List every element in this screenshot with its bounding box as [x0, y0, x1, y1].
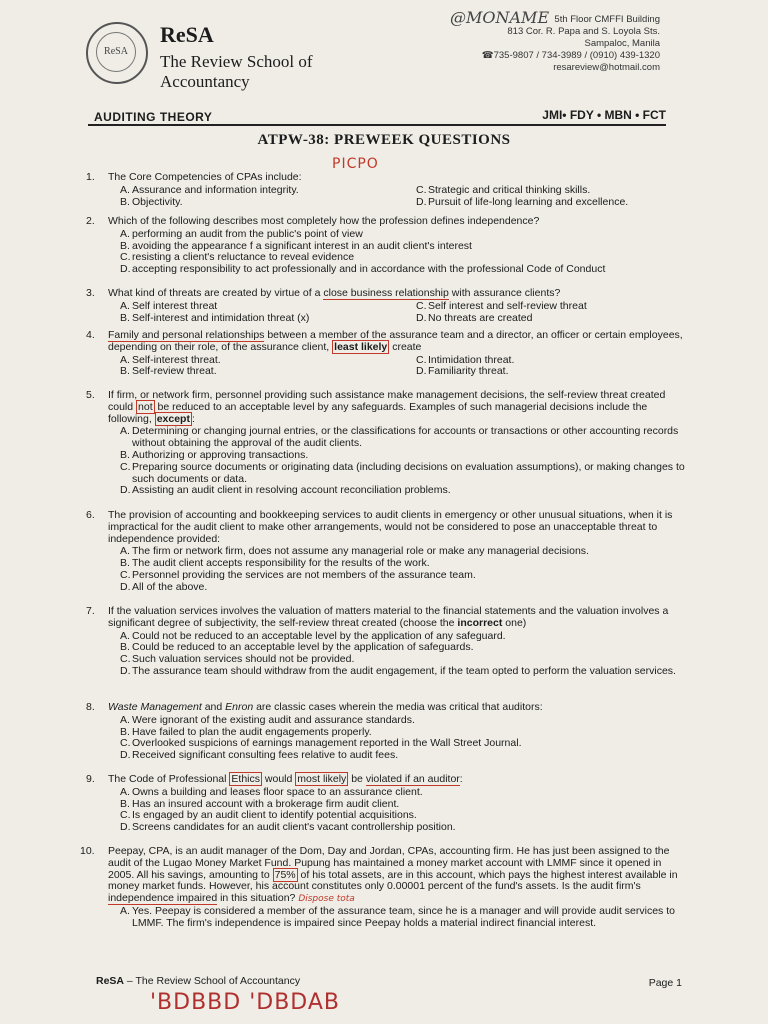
question-stem: If the valuation services involves the valuation of matters material to the financial statements and the valuation involves a significant degree of subjectivity, the self-review threat created (choose the incorrect one) [108, 605, 669, 629]
page-title: ATPW-38: PREWEEK QUESTIONS [257, 132, 511, 148]
resa-seal-logo [86, 22, 148, 84]
author-initials: JMI• FDY • MBN • FCT [542, 108, 666, 122]
option: D. The assurance team should withdraw from the audit engagement, if the team opted to perform the valuation services. [120, 664, 676, 677]
bold-word: incorrect [457, 616, 503, 629]
question-number: 8. [86, 701, 95, 713]
option: D. Received significant consulting fees relative to audit fees. [120, 749, 399, 762]
underlined-phrase: close business relationship [323, 287, 449, 299]
seal-text: ReSA [96, 32, 136, 72]
boxed-phrase: Ethics [231, 773, 260, 785]
option: D. No threats are created [416, 311, 533, 324]
boxed-phrase: not [138, 400, 153, 413]
question-stem: What kind of threats are created by virtue of a close business relationship with assurance clients? [108, 287, 561, 299]
question-2 [86, 215, 688, 276]
phone-icon: ☎ [481, 50, 494, 61]
brand-name: The Review School of Accountancy [160, 52, 313, 91]
question-number: 2. [86, 215, 95, 227]
handwritten-handle: @MONAME [450, 8, 550, 27]
option: C. Self interest and self-review threat [416, 299, 587, 312]
address-line [482, 50, 660, 62]
underlined-phrase: violated if an auditor [365, 773, 460, 785]
option: A. Self-interest threat. [120, 353, 221, 366]
question-stem: Peepay, CPA, is an audit manager of the Dom, Day and Jordan, CPAs, accounting firm. He has just been assigned to the audit of the Lugao Money Market Fund. Pupung has maintained a money market account with LMMF since it opened in 2005. All his savings, amounting to 75% of his total assets, are in this account, which pays the highest interest available in money market funds. However, his account constitutes only 0.00001 percent of the fund's assets. Is the audit firm's independence impaired in this situation? Dispose tota [108, 845, 678, 905]
option: A. performing an audit from the public's point of view [120, 227, 363, 240]
option: C. Such valuation services should not be provided. [120, 653, 355, 666]
option: A. Could not be reduced to an acceptable level by the application of any safeguard. [120, 629, 506, 642]
question-number: 9. [86, 773, 95, 785]
option: D. All of the above. [120, 580, 208, 593]
page-number: Page 1 [648, 977, 682, 989]
option: B. avoiding the appearance f a significant interest in an audit client's interest [120, 239, 472, 252]
option: D. Familiarity threat. [416, 365, 509, 378]
handwritten-answers: 'BDBBD 'DBDAB [150, 990, 340, 1015]
question-stem: Family and personal relationships between a member of the assurance team and a director, an officer or certain employees, depending on their role, of the assurance client, least likely create [108, 329, 683, 353]
brand-block [160, 22, 350, 92]
option: C. Preparing source documents or originating data (including decisions on evaluation assumptions), or making changes to such documents or data. [120, 460, 685, 485]
question-number: 10. [80, 845, 95, 857]
address-block [482, 14, 660, 74]
footer-brand: ReSA – The Review School of Accountancy [96, 975, 301, 987]
question-1 [86, 171, 688, 208]
question-number: 3. [86, 287, 95, 299]
option: B. Objectivity. [120, 195, 183, 208]
option: A. Were ignorant of the existing audit and assurance standards. [120, 713, 415, 726]
question-stem: Which of the following describes most completely how the profession defines independence? [108, 215, 540, 227]
address-line: 5th Floor CMFFI Building [554, 14, 660, 25]
option: A. Owns a building and leases floor space to an assurance client. [120, 785, 423, 798]
question-4 [86, 329, 688, 378]
option: D. Screens candidates for an audit client's vacant controllership position. [120, 821, 456, 834]
boxed-phrase: most likely [297, 773, 347, 785]
option: C. Strategic and critical thinking skills. [416, 183, 591, 196]
option: C. Personnel providing the services are not members of the assurance team. [120, 568, 476, 581]
question-stem: Waste Management and Enron are classic cases wherein the media was critical that auditors: [108, 701, 543, 713]
question-8 [86, 701, 688, 762]
phone-numbers: 735-9807 / 734-3989 / (0910) 439-1320 [493, 50, 660, 61]
option: A. Yes. Peepay is considered a member of the assurance team, since he is a manager and will provide audit services to LMMF. The firm's independence is impaired since Peepay holds a material indirect financial interest. [120, 904, 675, 929]
handwritten-code: PICPO [332, 156, 379, 172]
option: B. Have failed to plan the audit engagements properly. [120, 725, 372, 738]
subject-label: AUDITING THEORY [94, 110, 213, 124]
option: C. Overlooked suspicions of earnings management reported in the Wall Street Journal. [120, 737, 522, 750]
question-stem: The Core Competencies of CPAs include: [108, 171, 302, 183]
question-5 [86, 389, 688, 497]
option: B. Self-review threat. [120, 365, 217, 378]
option: A. Assurance and information integrity. [120, 183, 299, 196]
option: A. Self interest threat [120, 299, 218, 312]
option: A. The firm or network firm, does not assume any managerial role or make any managerial decisions. [120, 545, 589, 558]
question-number: 1. [86, 171, 95, 183]
option: C. resisting a client's reluctance to reveal evidence [120, 251, 355, 264]
question-10 [80, 845, 688, 930]
question-number: 4. [86, 329, 95, 341]
underlined-phrase: Family and personal relationships [108, 329, 265, 341]
boxed-phrase: 75% [274, 868, 296, 881]
option: B. Could be reduced to an acceptable level by the application of safeguards. [120, 641, 474, 654]
question-3 [86, 287, 688, 324]
question-7 [86, 605, 688, 678]
option: B. Self-interest and intimidation threat (x) [120, 311, 310, 324]
brand-short: ReSA [160, 22, 214, 47]
address-line: Sampaloc, Manila [584, 38, 660, 49]
address-line: resareview@hotmail.com [553, 62, 660, 73]
option: D. Pursuit of life-long learning and excellence. [416, 195, 629, 208]
question-6 [86, 509, 688, 594]
option: C. Intimidation threat. [416, 353, 515, 366]
question-number: 6. [86, 509, 95, 521]
option: C. Is engaged by an audit client to identify potential acquisitions. [120, 809, 417, 822]
option: D. accepting responsibility to act professionally and in accordance with the professional Code of Conduct [120, 263, 606, 276]
question-stem: If firm, or network firm, personnel providing such assistance make management decisions, the self-review threat created could not be reduced to an acceptable level by any safeguards. Examples of such managerial decisions include the following, except : [108, 389, 666, 425]
underlined-phrase: independence impaired [108, 892, 218, 905]
address-line: 813 Cor. R. Papa and S. Loyola Sts. [507, 26, 660, 37]
boxed-phrase: least likely [334, 340, 388, 353]
option: B. Authorizing or approving transactions. [120, 448, 309, 461]
option: B. Has an insured account with a brokerage firm audit client. [120, 797, 400, 810]
boxed-phrase: except [156, 412, 190, 425]
option: D. Assisting an audit client in resolving account reconciliation problems. [120, 484, 451, 497]
question-9 [86, 773, 688, 834]
question-stem: The provision of accounting and bookkeeping services to audit clients in emergency or other unusual situations, when it is impractical for the audit client to make other arrangements, would not be considered to pose an unacceptable threat to independence provided: [108, 509, 673, 545]
question-number: 7. [86, 605, 95, 617]
question-stem: The Code of Professional Ethics would most likely be violated if an auditor: [108, 773, 463, 785]
handwritten-note: Dispose tota [298, 894, 355, 905]
question-number: 5. [86, 389, 95, 401]
option: A. Determining or changing journal entries, or the classifications for accounts or transactions or other accounting records without obtaining the approval of the audit clients. [120, 425, 679, 450]
option: B. The audit client accepts responsibility for the results of the work. [120, 557, 430, 570]
